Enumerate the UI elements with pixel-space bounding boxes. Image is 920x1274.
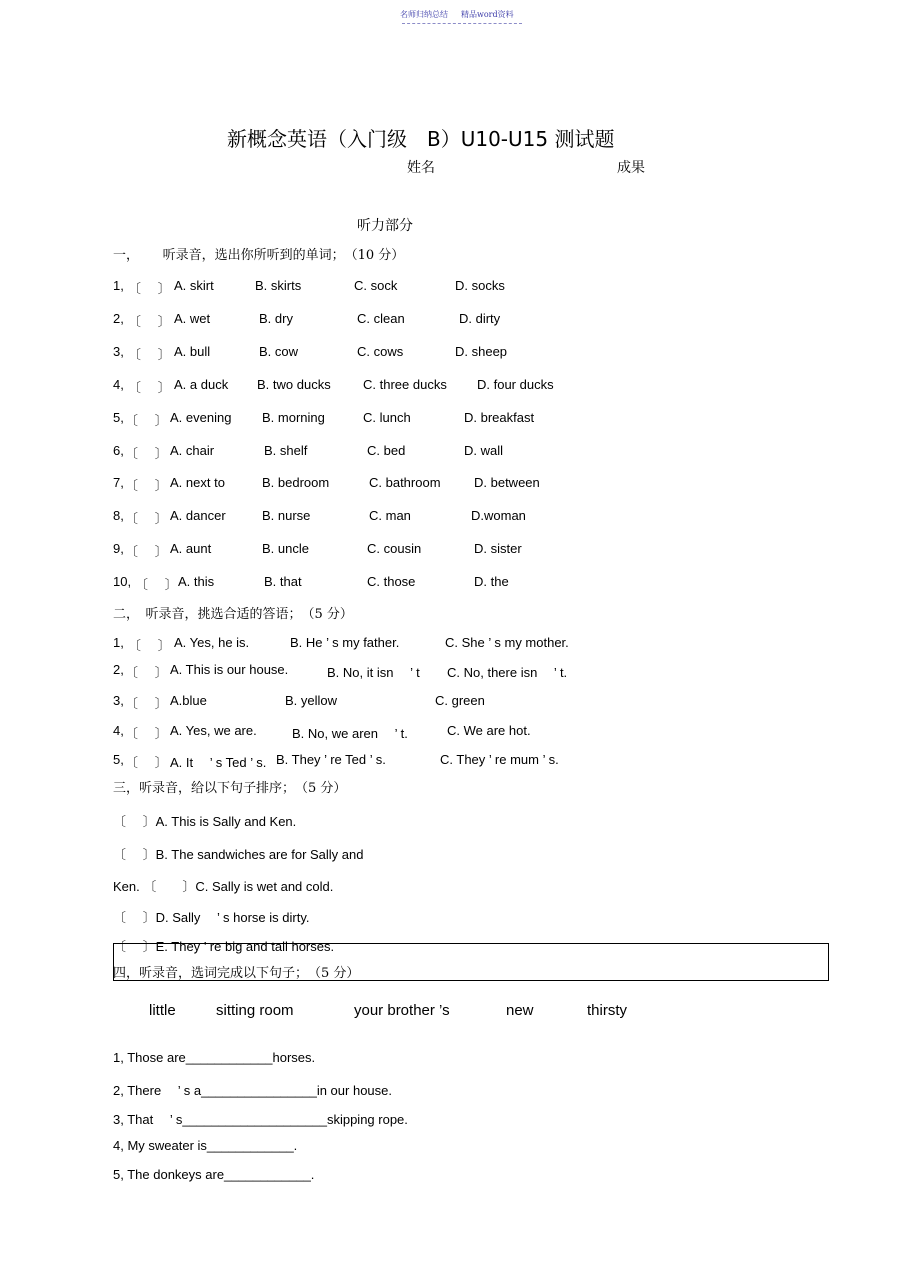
order-item: 〔 〕E. They ’ re big and tall horses. bbox=[113, 939, 335, 954]
option-b: B. dry bbox=[259, 311, 293, 326]
word-bank-item: your brother ’s bbox=[354, 1002, 450, 1019]
fill-blank-sentence: 5, The donkeys are____________. bbox=[113, 1167, 315, 1182]
option-a: A. aunt bbox=[170, 541, 212, 556]
option-c: C. lunch bbox=[363, 410, 411, 425]
answer-bracket: 〔 〕 bbox=[125, 511, 168, 526]
option-b: B. They ’ re Ted ’ s. bbox=[276, 752, 386, 767]
answer-bracket: 〔 〕 bbox=[128, 380, 171, 395]
answer-bracket: 〔 〕 bbox=[125, 665, 168, 680]
option-d: D. socks bbox=[455, 278, 505, 293]
answer-bracket: 〔 〕 bbox=[128, 347, 171, 362]
part3-heading: 三，听录音，给以下句子排序； （5 分） bbox=[113, 781, 347, 796]
question-number: 2, bbox=[113, 311, 124, 326]
option-b: B. No, we aren ’ t. bbox=[292, 726, 408, 741]
answer-bracket: 〔 〕 bbox=[125, 696, 168, 711]
option-c: C. man bbox=[369, 508, 411, 523]
answer-bracket: 〔 〕 bbox=[128, 314, 171, 329]
question-number: 3, bbox=[113, 344, 124, 359]
option-a: A. bull bbox=[174, 344, 211, 359]
option-b: B. He ’ s my father. bbox=[290, 635, 400, 650]
option-a: A. next to bbox=[170, 475, 225, 490]
option-c: C. sock bbox=[354, 278, 398, 293]
option-a: A. This is our house. bbox=[170, 662, 289, 677]
option-d: D.woman bbox=[471, 508, 526, 523]
option-a: A. evening bbox=[170, 410, 232, 425]
option-a: A. chair bbox=[170, 443, 215, 458]
option-c: C. green bbox=[435, 693, 485, 708]
option-a: A. this bbox=[178, 574, 215, 589]
header-right-text: 精品word资料 bbox=[461, 10, 514, 19]
option-b: B. uncle bbox=[262, 541, 309, 556]
option-c: C. We are hot. bbox=[447, 723, 531, 738]
option-d: D. sister bbox=[474, 541, 522, 556]
option-c: C. bed bbox=[367, 443, 406, 458]
option-a: A. It ’ s Ted ’ s. bbox=[170, 755, 267, 770]
question-number: 1, bbox=[113, 278, 124, 293]
option-a: A. skirt bbox=[174, 278, 214, 293]
option-b: B. bedroom bbox=[262, 475, 330, 490]
fill-blank-sentence: 3, That ’ s____________________skipping rope. bbox=[113, 1112, 408, 1127]
fill-blank-sentence: 4, My sweater is____________. bbox=[113, 1138, 298, 1153]
question-number: 6, bbox=[113, 443, 124, 458]
question-number: 7, bbox=[113, 475, 124, 490]
option-b: B. two ducks bbox=[257, 377, 331, 392]
answer-bracket: 〔 〕 bbox=[125, 755, 168, 770]
option-a: A. wet bbox=[174, 311, 211, 326]
option-d: D. sheep bbox=[455, 344, 508, 359]
option-c: C. clean bbox=[357, 311, 405, 326]
order-item: Ken. 〔 〕C. Sally is wet and cold. bbox=[113, 879, 334, 894]
fill-blank-sentence: 2, There ’ s a________________in our house. bbox=[113, 1083, 392, 1098]
option-b: B. morning bbox=[262, 410, 325, 425]
question-number: 5, bbox=[113, 410, 124, 425]
option-b: B. skirts bbox=[255, 278, 302, 293]
option-c: C. cousin bbox=[367, 541, 422, 556]
order-item: 〔 〕A. This is Sally and Ken. bbox=[113, 814, 297, 829]
order-item: 〔 〕D. Sally ’ s horse is dirty. bbox=[113, 910, 310, 925]
header-divider bbox=[402, 23, 522, 24]
part1-heading: 一， 听录音，选出你所听到的单词； （10 分） bbox=[113, 248, 405, 263]
option-b: B. cow bbox=[259, 344, 299, 359]
option-d: D. the bbox=[474, 574, 509, 589]
question-number: 5, bbox=[113, 752, 124, 767]
order-item: 〔 〕B. The sandwiches are for Sally and bbox=[113, 847, 364, 862]
question-number: 1, bbox=[113, 635, 124, 650]
question-number: 4, bbox=[113, 723, 124, 738]
option-d: D. breakfast bbox=[464, 410, 535, 425]
option-d: D. wall bbox=[464, 443, 504, 458]
word-bank-item: thirsty bbox=[587, 1002, 628, 1019]
header-left-text: 名师归纳总结 bbox=[400, 10, 448, 19]
word-bank-item: new bbox=[506, 1002, 534, 1019]
question-number: 9, bbox=[113, 541, 124, 556]
question-number: 3, bbox=[113, 693, 124, 708]
option-a: A.blue bbox=[170, 693, 207, 708]
fill-blank-sentence: 1, Those are____________horses. bbox=[113, 1050, 316, 1065]
option-b: B. that bbox=[264, 574, 302, 589]
answer-bracket: 〔 〕 bbox=[125, 478, 168, 493]
answer-bracket: 〔 〕 bbox=[135, 577, 178, 592]
word-bank-item: sitting room bbox=[216, 1002, 294, 1019]
option-d: D. four ducks bbox=[477, 377, 554, 392]
answer-bracket: 〔 〕 bbox=[125, 544, 168, 559]
answer-bracket: 〔 〕 bbox=[128, 638, 171, 653]
section-heading: 听力部分 bbox=[357, 218, 413, 234]
question-number: 4, bbox=[113, 377, 124, 392]
answer-bracket: 〔 〕 bbox=[125, 726, 168, 741]
option-b: B. No, it isn ’ t bbox=[327, 665, 420, 680]
part2-heading: 二， 听录音，挑选合适的答语； （5 分） bbox=[113, 607, 353, 622]
word-bank-item: little bbox=[149, 1002, 176, 1019]
option-d: D. between bbox=[474, 475, 540, 490]
option-c: C. No, there isn ’ t. bbox=[447, 665, 568, 680]
answer-bracket: 〔 〕 bbox=[125, 413, 168, 428]
answer-bracket: 〔 〕 bbox=[125, 446, 168, 461]
option-a: A. Yes, we are. bbox=[170, 723, 257, 738]
option-a: A. Yes, he is. bbox=[174, 635, 250, 650]
option-c: C. three ducks bbox=[363, 377, 447, 392]
answer-bracket: 〔 〕 bbox=[128, 281, 171, 296]
option-c: C. She ’ s my mother. bbox=[445, 635, 569, 650]
option-d: D. dirty bbox=[459, 311, 501, 326]
name-label: 姓名 bbox=[407, 160, 435, 176]
option-a: A. a duck bbox=[174, 377, 229, 392]
question-number: 10, bbox=[113, 574, 132, 589]
option-a: A. dancer bbox=[170, 508, 226, 523]
option-b: B. yellow bbox=[285, 693, 338, 708]
question-number: 2, bbox=[113, 662, 124, 677]
page-title: 新概念英语（入门级 B）U10-U15 测试题 bbox=[227, 127, 615, 151]
option-c: C. bathroom bbox=[369, 475, 441, 490]
option-c: C. cows bbox=[357, 344, 404, 359]
option-b: B. shelf bbox=[264, 443, 308, 458]
question-number: 8, bbox=[113, 508, 124, 523]
score-label: 成果 bbox=[617, 160, 645, 176]
option-b: B. nurse bbox=[262, 508, 311, 523]
option-c: C. those bbox=[367, 574, 416, 589]
option-c: C. They ’ re mum ’ s. bbox=[440, 752, 559, 767]
part4-heading: 四，听录音，选词完成以下句子； （5 分） bbox=[113, 966, 360, 981]
